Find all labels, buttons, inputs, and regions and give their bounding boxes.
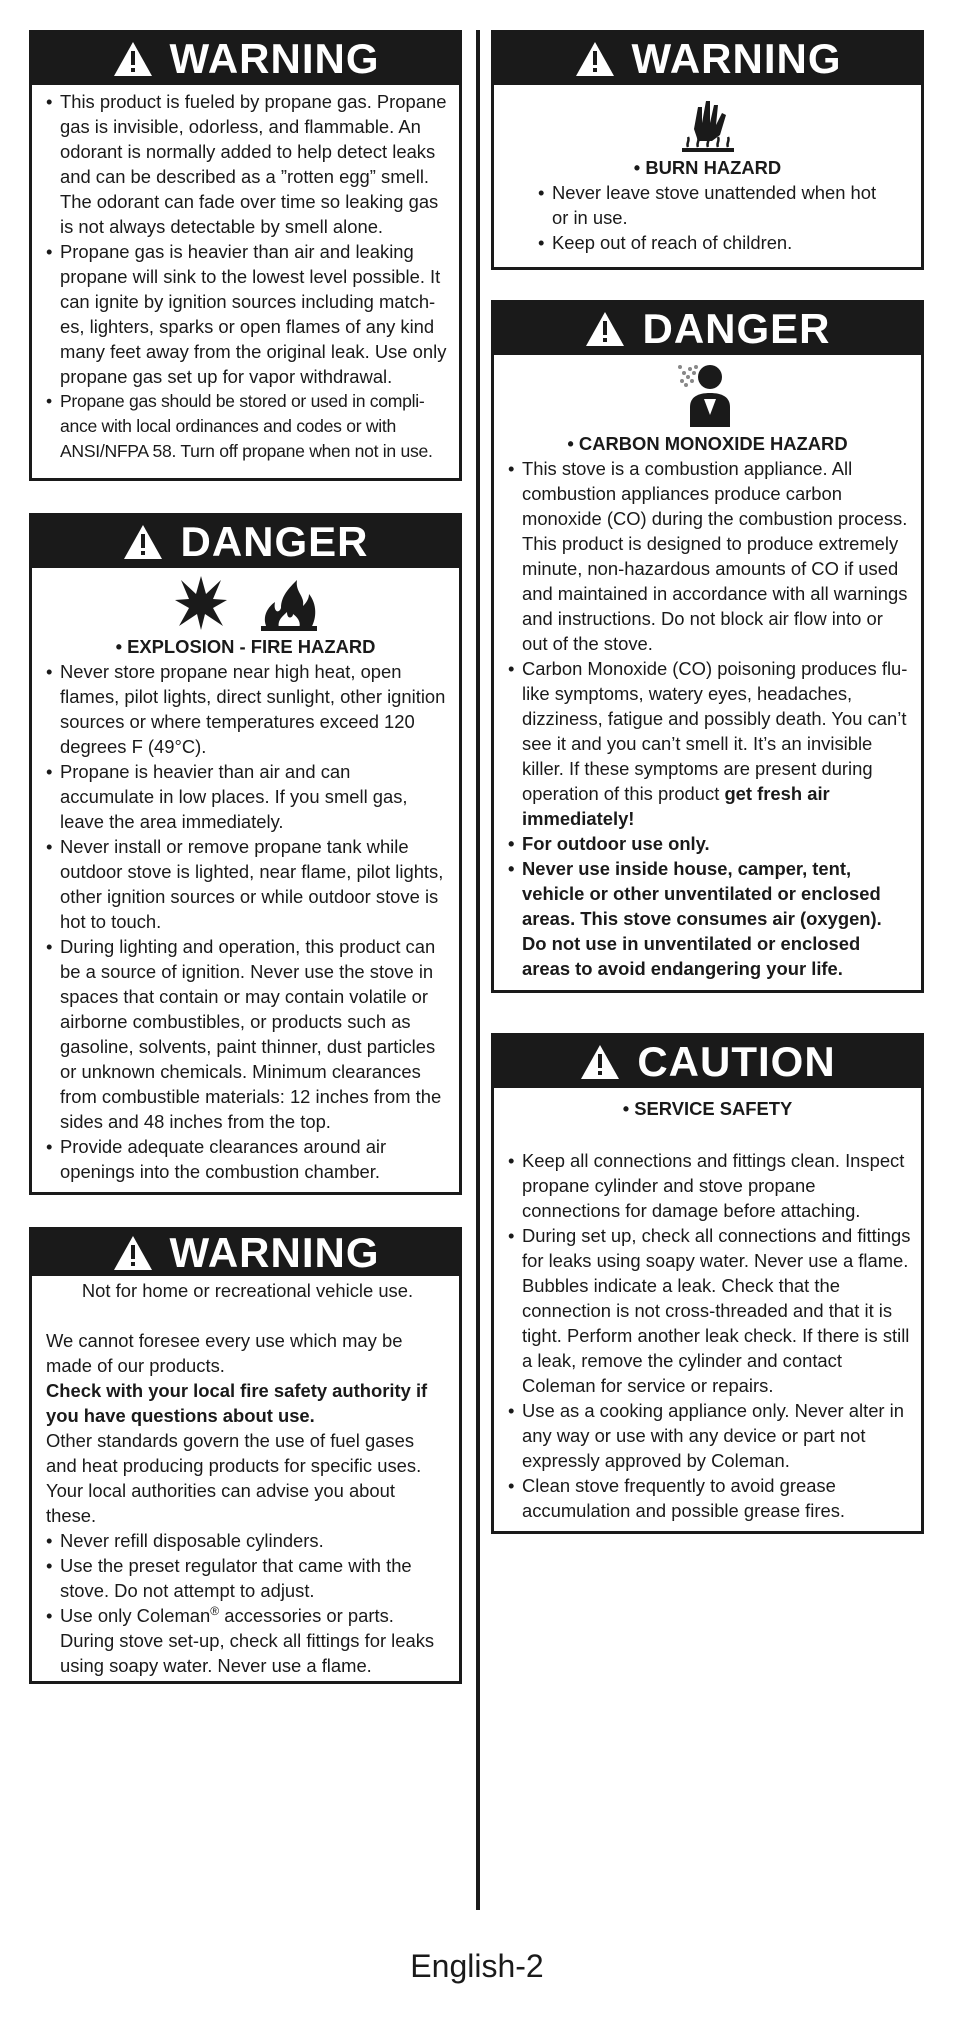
warning-header xyxy=(32,1230,459,1276)
page-number: English-2 xyxy=(410,1948,544,1984)
alert-triangle-icon xyxy=(574,40,616,78)
danger-heading: DANGER xyxy=(180,518,369,565)
list-item: • Propane gas should be stored or used in compli-ance with local ordinances and codes or with ANSI/NFPA 58. Turn off propane when not in use. xyxy=(46,389,449,464)
warning-heading: WARNING xyxy=(169,35,380,82)
list-item: • Keep out of reach of children. xyxy=(538,230,891,255)
caution-box-service xyxy=(491,1033,924,1534)
alert-triangle-icon xyxy=(579,1043,621,1081)
alert-triangle-icon xyxy=(584,310,626,348)
list-item: • Never leave stove unattended when hot or in use. xyxy=(538,180,891,230)
paragraph: We cannot foresee every use which may be made of our products. xyxy=(46,1330,403,1376)
list-item: • During lighting and operation, this product can be a source of ignition. Never use the stove in spaces that contain or may contain volatile or airborne combustibles, or products such as gasoline, solvents, paint thinner, dust particles or unknown chemicals. Minimum clearances from combustible materials: 12 inches from the sides and 48 inches from the top. xyxy=(46,934,449,1134)
list-item: • Use as a cooking appliance only. Never alter in any way or use with any device or part not expressly approved by Coleman. xyxy=(508,1398,911,1473)
alert-triangle-icon xyxy=(122,523,164,561)
warning-header xyxy=(494,33,921,85)
list-item: • Carbon Monoxide (CO) poisoning produces flu-like symptoms, watery eyes, headaches, dizziness, fatigue and possibly death. You can’t see it and you can’t smell it. It’s an invisible killer. If these symptoms are present during operation of this product get fresh air immediately! xyxy=(508,656,911,831)
danger-box-explosion xyxy=(29,513,462,1195)
warning-box-usage xyxy=(29,1227,462,1684)
hazard-label: • CARBON MONOXIDE HAZARD xyxy=(567,433,848,454)
column-divider xyxy=(476,30,480,1910)
list-item: • Clean stove frequently to avoid grease accumulation and possible grease fires. xyxy=(508,1473,911,1523)
gas-inhalation-person-icon xyxy=(676,359,740,429)
caution-heading: CAUTION xyxy=(637,1038,836,1085)
caution-header xyxy=(494,1036,921,1088)
hazard-label: • SERVICE SAFETY xyxy=(622,1098,793,1119)
danger-heading: DANGER xyxy=(642,305,831,352)
explosion-icon xyxy=(173,572,229,632)
alert-triangle-icon xyxy=(112,1234,154,1272)
warning-box-propane xyxy=(29,30,462,481)
list-item: • Propane is heavier than air and can accumulate in low places. If you smell gas, leave the area immediately. xyxy=(46,759,449,834)
list-item: • Never store propane near high heat, open flames, pilot lights, direct sunlight, other ignition sources or where temperatures exceed 120 degrees F (49°C). xyxy=(46,659,449,759)
danger-header xyxy=(494,303,921,355)
list-item: • Propane gas is heavier than air and leaking propane will sink to the lowest level possible. It can ignite by ignition sources including match-es, lighters, sparks or open flames of any kind many feet away from the original leak. Use only propane gas set up for vapor withdrawal. xyxy=(46,239,449,389)
list-item: • Never use inside house, camper, tent, vehicle or other unventilated or enclosed areas. This stove consumes air (oxygen). Do not use in unventilated or enclosed areas to avoid endangering your life. xyxy=(508,856,911,981)
list-item: • This stove is a combustion appliance. All combustion appliances produce carbon monoxide (CO) during the combustion process. This product is designed to produce extremely minute, non-hazardous amounts of CO if used and maintained in accordance with all warnings and instructions. Do not block air flow into or out of the stove. xyxy=(508,456,911,656)
list-item: • Never refill disposable cylinders. xyxy=(46,1528,449,1553)
fire-icon xyxy=(259,572,319,632)
danger-header xyxy=(32,516,459,568)
list-item: • For outdoor use only. xyxy=(508,831,911,856)
list-item: • This product is fueled by propane gas. Propane gas is invisible, odorless, and flammable. An odorant is normally added to help detect leaks and can be described as a ”rotten egg” smell. The odorant can fade over time so leaking gas is not always detectable by smell alone. xyxy=(46,89,449,239)
warning-heading: WARNING xyxy=(631,35,842,82)
warning-header xyxy=(32,33,459,85)
alert-triangle-icon xyxy=(112,40,154,78)
warning-heading: WARNING xyxy=(169,1229,380,1276)
list-item: • Provide adequate clearances around air openings into the combustion chamber. xyxy=(46,1134,449,1184)
list-item: • During set up, check all connections and fittings for leaks using soapy water. Never use a flame. Bubbles indicate a leak. Check that the connection is not cross-threaded and that it is tight. Perform another leak check. If there is still a leak, remove the cylinder and contact Coleman for service or repairs. xyxy=(508,1223,911,1398)
list-item: • Keep all connections and fittings clean. Inspect propane cylinder and stove propane connections for damage before attaching. xyxy=(508,1148,911,1223)
list-item: • Use the preset regulator that came with the stove. Do not attempt to adjust. xyxy=(46,1553,449,1603)
burn-hand-icon xyxy=(676,89,740,153)
warning-box-burn xyxy=(491,30,924,270)
hazard-label: • BURN HAZARD xyxy=(633,157,782,178)
list-item: • Never install or remove propane tank while outdoor stove is lighted, near flame, pilot lights, other ignition sources or while outdoor stove is hot to touch. xyxy=(46,834,449,934)
intro-text: Not for home or recreational vehicle use. xyxy=(81,1280,414,1301)
hazard-label: • EXPLOSION - FIRE HAZARD xyxy=(115,636,376,657)
paragraph: Other standards govern the use of fuel gases and heat producing products for specific uses. Your local authorities can advise you about these. xyxy=(46,1430,422,1526)
paragraph-bold: Check with your local fire safety authority if you have questions about use. xyxy=(46,1380,428,1426)
danger-box-carbon-monoxide xyxy=(491,300,924,993)
list-item: • Use only Coleman® accessories or parts. During stove set-up, check all fittings for leaks using soapy water. Never use a flame. xyxy=(46,1603,449,1678)
